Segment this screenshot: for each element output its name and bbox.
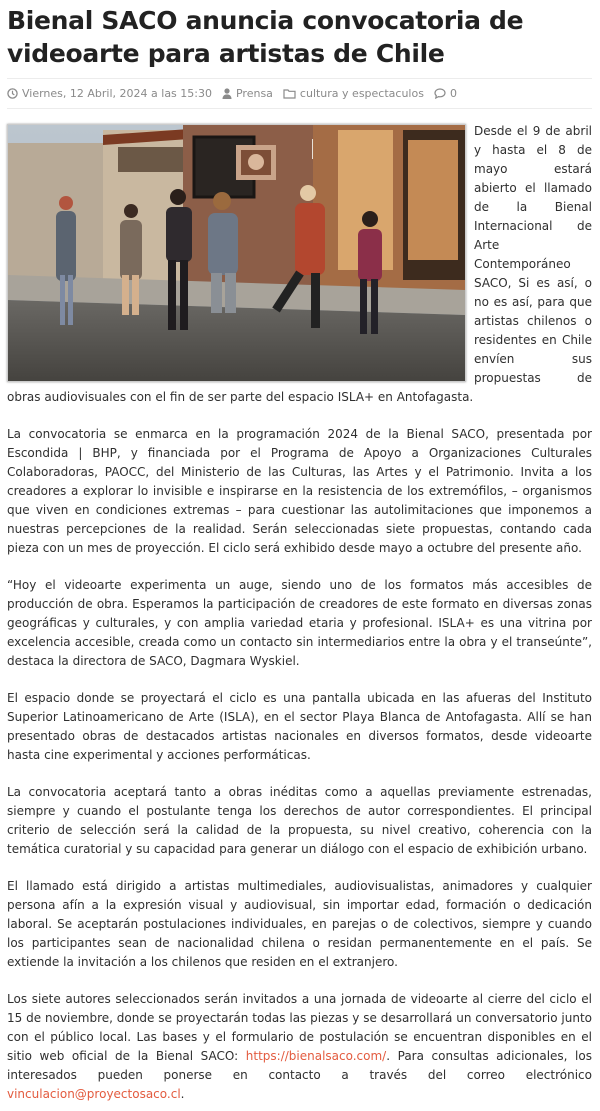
paragraph-7 xyxy=(7,990,592,1104)
post-meta xyxy=(7,78,592,109)
paragraph-4: El espacio donde se proyectará el ciclo es una pantalla ubicada en las afueras del Instituto Superior Latinoamericano de Arte (ISLA), en el sector Playa Blanca de Antofagasta. Allí se han presentado obras de destacados artistas nacionales en diversos formatos, desde videoarte hasta cine experimental y acciones performáticas. xyxy=(7,691,592,762)
bienal-website-link[interactable]: https://bienalsaco.com/ xyxy=(245,1049,387,1063)
comment-icon xyxy=(434,88,446,99)
user-icon xyxy=(222,88,232,99)
paragraph-2: La convocatoria se enmarca en la programación 2024 de la Bienal SACO, presentada por Escondida | BHP, y financiada por el Programa de Apoyo a Organizaciones Culturales Colaboradoras, PAOCC, del Ministerio de las Culturas, las Artes y el Patrimonio. Invita a los creadores a explorar lo invisible e inspirarse en la resistencia de los extremófilos, – organismos que viven en condiciones extremas – para cuestionar las autolimitaciones que imponemos a nuestras percepciones de la realidad. Serán seleccionadas siete propuestas, contando cada pieza con un mes de proyección. El ciclo será exhibido desde mayo a octubre del presente año. xyxy=(7,427,592,555)
paragraph-1: Desde el 9 de abril y hasta el 8 de mayo estará abierto el llamado de la Bienal Internacional de Arte Contemporáneo SACO, Si es así, o no es así, para que artistas chilenos o residentes en Chile envíen sus propuestas de obras audiovisuales con el fin de ser parte del espacio ISLA+ en Antofagasta. xyxy=(7,124,592,404)
category-meta[interactable] xyxy=(283,87,424,100)
article-image xyxy=(7,124,466,382)
article-title: Bienal SACO anuncia convocatoria de videoarte para artistas de Chile xyxy=(7,6,524,68)
paragraph-7-text-b: . Para consultas adicionales, los interesados pueden ponerse en contacto a través del correo electrónico xyxy=(7,1049,592,1082)
date-meta xyxy=(7,87,212,100)
folder-icon xyxy=(283,88,296,99)
paragraph-7-text-c: . xyxy=(180,1087,185,1101)
comment-count[interactable]: 0 xyxy=(449,87,457,100)
street-scene-illustration xyxy=(8,125,465,381)
article-body xyxy=(7,122,592,1104)
post-author[interactable]: Prensa xyxy=(235,87,273,100)
comments-meta[interactable] xyxy=(434,87,457,100)
paragraph-6: El llamado está dirigido a artistas multimediales, audiovisualistas, animadores y cualquier persona afín a la expresión visual y audiovisual, sin importar edad, formación o dedicación laboral. Se aceptarán postulaciones individuales, en parejas o de colectivos, siempre y cuando los participantes sean de nacionalidad chilena o residan permanentemente en el país. Se extiende la invitación a los chilenos que residen en el extranjero. xyxy=(7,879,592,969)
clock-icon xyxy=(7,88,18,99)
post-category[interactable]: cultura y espectaculos xyxy=(299,87,424,100)
paragraph-3: “Hoy el videoarte experimenta un auge, siendo uno de los formatos más accesibles de producción de obra. Esperamos la participación de creadores de este formato en diversas zonas geográficas y culturales, y con amplia variedad etaria y profesional. ISLA+ es una vitrina por excelencia accesible, creada como un contacto sin intermediarios entre la obra y el transeúnte”, destaca la directora de SACO, Dagmara Wyskiel. xyxy=(7,578,592,668)
post-date: Viernes, 12 Abril, 2024 a las 15:30 xyxy=(22,87,212,100)
contact-email-link[interactable]: vinculacion@proyectosaco.cl xyxy=(7,1087,181,1101)
author-meta[interactable] xyxy=(222,87,273,100)
paragraph-7-text-a: Los siete autores seleccionados serán invitados a una jornada de videoarte al cierre del ciclo el 15 de noviembre, donde se proyectarán todas las piezas y se desarrollará un conversatorio junto con el público local. Las bases y el formulario de postulación se encuentran disponibles en el sitio web oficial de la Bienal SACO: xyxy=(7,992,592,1063)
paragraph-5: La convocatoria aceptará tanto a obras inéditas como a aquellas previamente estrenadas, siempre y cuando el postulante tenga los derechos de autor correspondientes. El principal criterio de selección será la calidad de la propuesta, su nivel creativo, coherencia con la temática curatorial y su capacidad para generar un diálogo con el espacio de exhibición urbano. xyxy=(7,785,592,856)
